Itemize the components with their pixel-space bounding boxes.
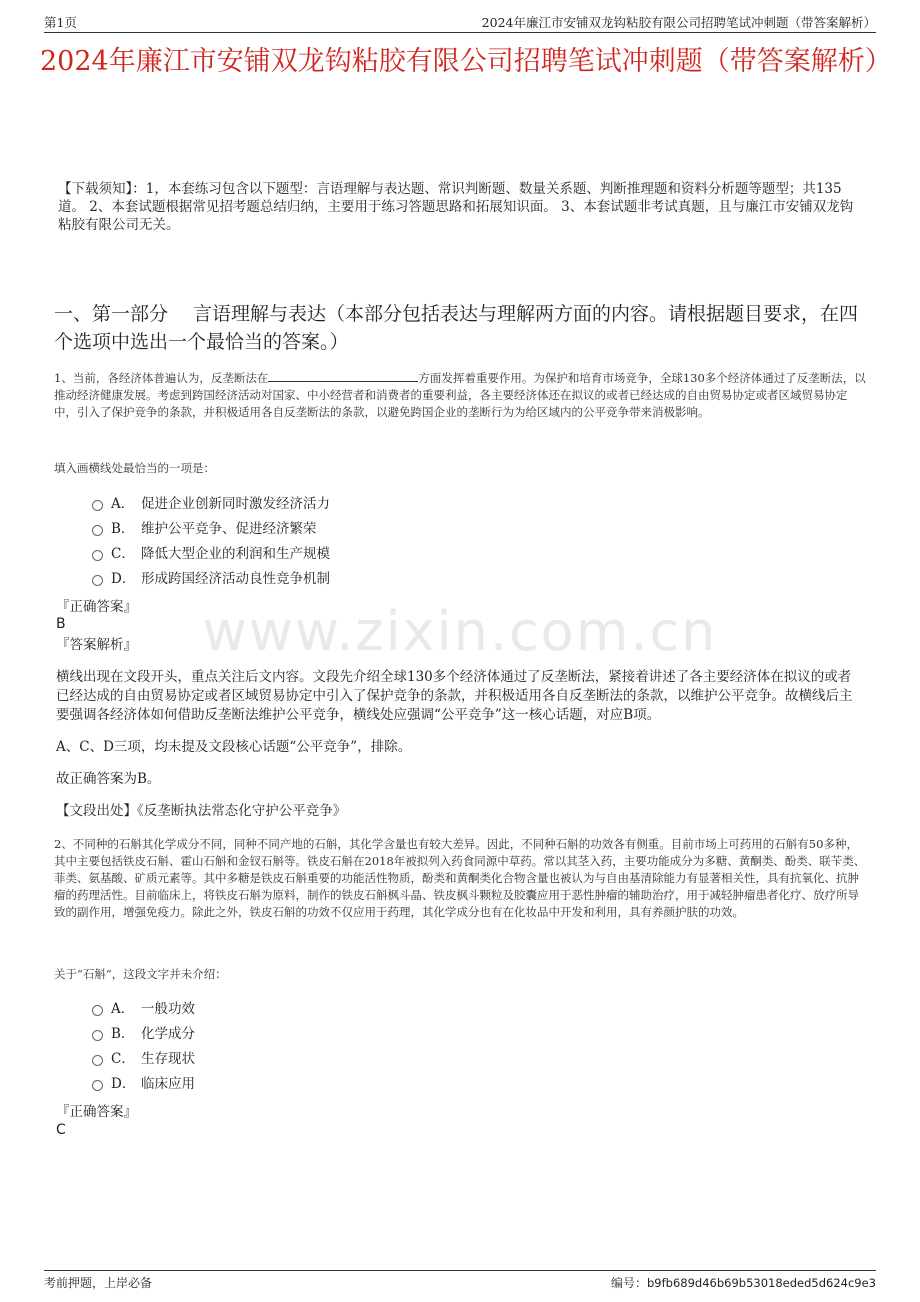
download-notice: 【下载须知】：1，本套练习包含以下题型：言语理解与表达题、常识判断题、数量关系题、判断推理题和资料分析题等题型；共135道。 2、本套试题根据常见招考题总结归纳，主要用于练习答题思路和拓展知识面。 3、本套试题非考试真题，且与廉江市安铺双龙钩粘胶有限公司无关。 <box>58 181 854 233</box>
question-1-option-b[interactable]: B． 维护公平竞争、促进经济繁荣 <box>92 519 317 539</box>
question-1-option-a[interactable]: A． 促进企业创新同时激发经济活力 <box>92 494 330 514</box>
radio-button[interactable] <box>92 500 103 511</box>
page-footer <box>44 1270 876 1290</box>
section-heading: 一、第一部分 言语理解与表达（本部分包括表达与理解两方面的内容。请根据题目要求，在四个选项中选出一个最恰当的答案。） <box>54 303 859 353</box>
radio-button[interactable] <box>92 1055 103 1066</box>
radio-button[interactable] <box>92 525 103 536</box>
question-1-text <box>54 370 866 421</box>
page-number: 第1页 <box>44 15 77 30</box>
question-1-option-d[interactable]: D． 形成跨国经济活动良性竞争机制 <box>92 569 330 589</box>
radio-button[interactable] <box>92 1080 103 1091</box>
document-title: 2024年廉江市安铺双龙钩粘胶有限公司招聘笔试冲刺题（带答案解析） <box>40 46 892 77</box>
question-1-option-c[interactable]: C． 降低大型企业的利润和生产规模 <box>92 544 330 564</box>
footer-slogan: 考前押题，上岸必备 <box>44 1276 153 1290</box>
radio-button[interactable] <box>92 1005 103 1016</box>
analysis-label: 『答案解析』 <box>56 637 137 653</box>
analysis-text-2: A、C、D三项，均未提及文段核心话题“公平竞争”，排除。 <box>56 739 412 755</box>
correct-answer-label: 『正确答案』 <box>56 599 137 615</box>
question-1-text-after: 方面发挥着重要作用。为保护和培育市场竞争，全球130多个经济体通过了反垄断法，以推动经济健康发展。考虑到跨国经济活动对国家、中小经营者和消费者的重要利益，各主要经济体还在拟议的或者已经达成的自由贸易协定或者区域贸易协定中，引入了保护竞争的条款，并积极适用各自反垄断法的条款，以避免跨国企业的垄断行为为给区域内的公平竞争带来消极影响。 <box>54 371 866 419</box>
source-citation: 【文段出处】《反垄断执法常态化守护公平竞争》 <box>56 803 347 819</box>
document-code: 编号：b9fb689d46b69b53018eded5d624c9e3 <box>610 1276 876 1290</box>
answer-blank <box>268 371 418 382</box>
watermark: www.zixin.com.cn <box>202 600 718 663</box>
radio-button[interactable] <box>92 1030 103 1041</box>
question-2-option-b[interactable]: B． 化学成分 <box>92 1024 195 1044</box>
question-1-prompt: 填入画横线处最恰当的一项是： <box>54 461 215 475</box>
question-2-option-c[interactable]: C． 生存现状 <box>92 1049 195 1069</box>
question-2-prompt: 关于“石斛”，这段文字并未介绍： <box>54 967 227 981</box>
question-2-option-d[interactable]: D． 临床应用 <box>92 1074 195 1094</box>
question-2-option-a[interactable]: A． 一般功效 <box>92 999 195 1019</box>
radio-button[interactable] <box>92 575 103 586</box>
correct-answer: B <box>56 616 66 632</box>
question-2-text: 2、不同种的石斛其化学成分不同，同种不同产地的石斛，其化学含量也有较大差异。因此，不同种石斛的功效各有侧重。目前市场上可药用的石斛有50多种，其中主要包括铁皮石斛、霍山石斛和金钗石斛等。铁皮石斛在2018年被拟列入药食同源中草药。常以其茎入药，主要功能成分为多糖、黄酮类、酚类、联苄类、菲类、氨基酸、矿质元素等。其中多糖是铁皮石斛重要的功能活性物质，酚类和黄酮类化合物含量也被认为与自由基清除能力有显著相关性，具有抗氧化、抗肿瘤的药理活性。目前临床上，将铁皮石斛为原料，制作的铁皮石斛枫斗晶、铁皮枫斗颗粒及胶囊应用于恶性肿瘤的辅助治疗，用于减轻肿瘤患者化疗、放疗所导致的副作用，增强免疫力。除此之外，铁皮石斛的功效不仅应用于药理，其化学成分也有在化妆品中开发和利用，具有养颜护肤的功效。 <box>54 837 866 919</box>
analysis-text: 横线出现在文段开头，重点关注后文内容。文段先介绍全球130多个经济体通过了反垄断法，紧接着讲述了各主要经济体在拟议的或者已经达成的自由贸易协定或者区域贸易协定中引入了保护竞争的条款，并积极适用各自反垄断法的条款，以维护公平竞争。故横线后主要强调各经济体如何借助反垄断法维护公平竞争，横线处应强调“公平竞争”这一核心话题，对应B项。 <box>56 669 853 723</box>
page-header <box>44 10 876 33</box>
radio-button[interactable] <box>92 550 103 561</box>
correct-answer-label: 『正确答案』 <box>56 1104 137 1120</box>
correct-answer: C <box>56 1122 66 1138</box>
question-1-text-before: 1、当前，各经济体普遍认为，反垄断法在 <box>54 371 269 385</box>
analysis-text-3: 故正确答案为B。 <box>56 771 161 787</box>
header-title: 2024年廉江市安铺双龙钩粘胶有限公司招聘笔试冲刺题（带答案解析） <box>481 15 876 30</box>
